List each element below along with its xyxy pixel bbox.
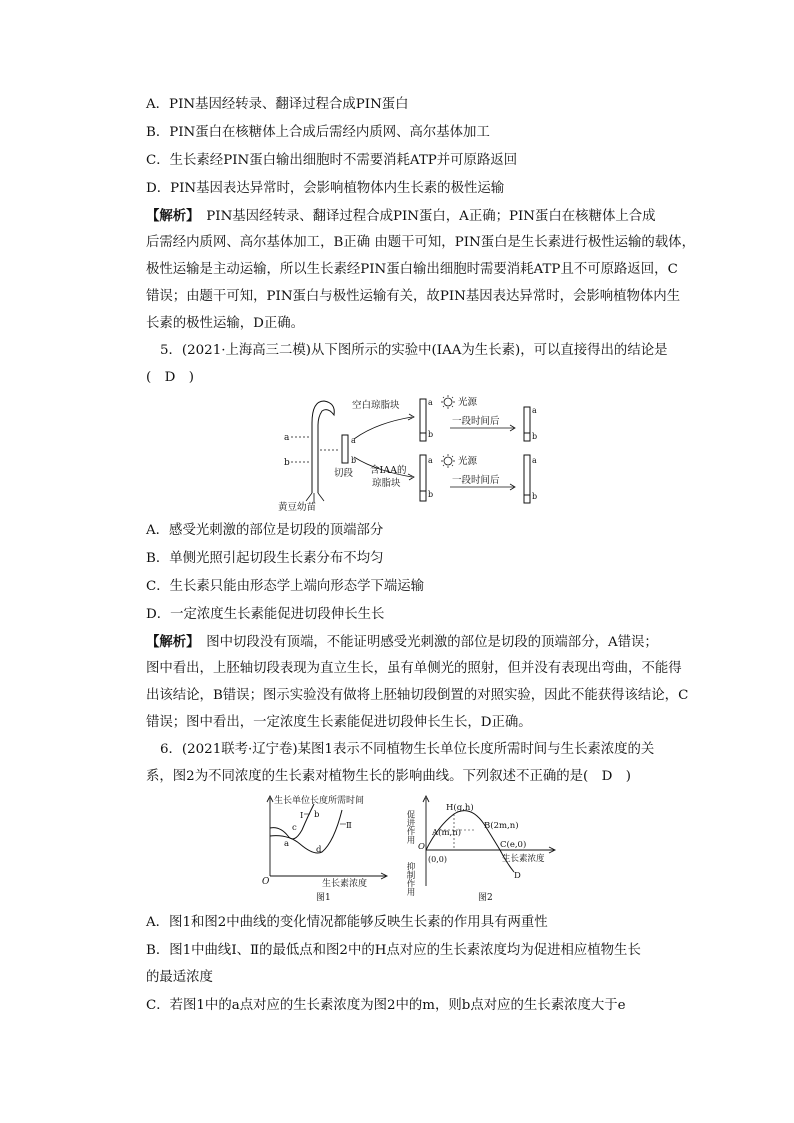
q5-stem-line-2: ( D ) bbox=[146, 370, 194, 385]
svg-text:O: O bbox=[418, 842, 425, 852]
svg-text:c: c bbox=[292, 823, 297, 833]
cut-segment-label: 切段 bbox=[334, 468, 354, 479]
light-source-label-2: 光源 bbox=[458, 456, 478, 467]
q4-analysis-tag: 【解析】 bbox=[146, 208, 193, 224]
q6-figure-1 bbox=[258, 792, 392, 904]
q4-option-c: C．生长素经PIN蛋白输出细胞时不需要消耗ATP并可原路返回 bbox=[146, 153, 518, 168]
q4-option-a: A．PIN基因经转录、翻译过程合成PIN蛋白 bbox=[146, 97, 409, 112]
q6-option-a: A．图1和图2中曲线的变化情况都能够反映生长素的作用具有两重性 bbox=[146, 915, 548, 930]
q5-option-a: A．感受光刺激的部位是切段的顶端部分 bbox=[146, 523, 384, 538]
q4-option-b: B．PIN蛋白在核糖体上合成后需经内质网、高尔基体加工 bbox=[146, 125, 490, 140]
q4-analysis-line-1: 【解析】 PIN基因经转录、翻译过程合成PIN蛋白，A正确；PIN蛋白在核糖体上合成 bbox=[146, 208, 656, 224]
q5-analysis-line-1: 【解析】 图中切段没有顶端，不能证明感受光刺激的部位是切段的顶端部分，A错误； bbox=[146, 634, 658, 650]
svg-text:b: b bbox=[314, 810, 320, 820]
svg-text:(0,0): (0,0) bbox=[428, 855, 447, 864]
q5-stem-line-1: 5．(2021·上海高三二模)从下图所示的实验中(IAA为生长素)，可以直接得出的结论是 bbox=[160, 343, 668, 358]
svg-text:b: b bbox=[351, 456, 357, 465]
point-a: A(m,n) bbox=[432, 828, 462, 838]
q6-stem-line-2: 系，图2为不同浓度的生长素对植物生长的影响曲线。下列叙述不正确的是( D ) bbox=[146, 769, 631, 784]
after-label-2: 一段时间后 bbox=[452, 475, 500, 486]
q6-figure-2 bbox=[404, 792, 560, 904]
q5-analysis-line-2: 图中看出，上胚轴切段表现为直立生长，虽有单侧光的照射，但并没有表现出弯曲，不能得 bbox=[146, 661, 682, 676]
q5-analysis-line-3: 出该结论，B错误；图示实验没有做将上胚轴切段倒置的对照实验，因此不能获得该结论，C bbox=[146, 688, 689, 703]
q4-option-d: D．PIN基因表达异常时，会影响植物体内生长素的极性运输 bbox=[146, 181, 505, 196]
fig2-ylabel-up: 促进作用 bbox=[405, 810, 415, 844]
blank-block-label: 空白琼脂块 bbox=[352, 400, 400, 411]
q5-analysis-line-4: 错误；图中看出，一定浓度生长素能促进切段伸长生长，D正确。 bbox=[146, 715, 532, 730]
q5-option-b: B．单侧光照引起切段生长素分布不均匀 bbox=[146, 551, 384, 566]
after-label-1: 一段时间后 bbox=[452, 416, 500, 427]
point-d: D bbox=[514, 871, 521, 881]
fig2-ylabel-down: 抑制作用 bbox=[405, 862, 415, 896]
sun-icon bbox=[441, 454, 455, 468]
svg-text:b: b bbox=[532, 492, 538, 501]
q4-analysis-line-4: 错误；由题干可知，PIN蛋白与极性运输有关，故PIN基因表达异常时，会影响植物体内生 bbox=[146, 289, 681, 304]
svg-text:a: a bbox=[284, 839, 290, 849]
svg-text:Ⅱ: Ⅱ bbox=[346, 821, 352, 831]
svg-text:b: b bbox=[284, 458, 290, 468]
q6-option-b-cont: 的最适浓度 bbox=[146, 970, 213, 985]
q6-stem-line-1: 6．(2021联考·辽宁卷)某图1表示不同植物生长单位长度所需时间与生长素浓度的关 bbox=[160, 742, 655, 757]
q4-analysis-line-2: 后需经内质网、高尔基体加工，B正确 由题干可知，PIN蛋白是生长素进行极性运输的载体， bbox=[146, 235, 695, 250]
svg-text:d: d bbox=[316, 845, 322, 855]
svg-text:Ⅰ: Ⅰ bbox=[300, 811, 304, 821]
svg-text:a: a bbox=[351, 436, 356, 445]
svg-text:a: a bbox=[428, 456, 433, 465]
q5-option-d: D．一定浓度生长素能促进切段伸长生长 bbox=[146, 607, 385, 622]
point-b: B(2m,n) bbox=[484, 821, 519, 831]
svg-text:a: a bbox=[428, 398, 433, 407]
svg-text:O: O bbox=[262, 877, 270, 887]
q4-analysis-line-5: 长素的极性运输，D正确。 bbox=[146, 316, 305, 331]
fig2-caption: 图2 bbox=[478, 893, 493, 903]
sun-icon bbox=[441, 395, 455, 409]
point-c: C(e,0) bbox=[500, 840, 527, 850]
q6-option-b: B．图1中曲线Ⅰ、Ⅱ的最低点和图2中的H点对应的生长素浓度均为促进相应植物生长 bbox=[146, 943, 641, 958]
light-source-label-1: 光源 bbox=[458, 397, 478, 408]
fig2-xlabel: 生长素浓度 bbox=[502, 854, 545, 864]
iaa-block-label-1: 含IAA的 bbox=[370, 465, 407, 476]
fig1-ylabel: 生长单位长度所需时间 bbox=[274, 796, 365, 806]
q5-option-c: C．生长素只能由形态学上端向形态学下端运输 bbox=[146, 579, 425, 594]
point-h: H(g,h) bbox=[446, 803, 474, 813]
svg-text:a: a bbox=[284, 433, 290, 443]
q5-analysis-tag: 【解析】 bbox=[146, 634, 193, 650]
fig1-xlabel: 生长素浓度 bbox=[322, 879, 368, 889]
fig1-caption: 图1 bbox=[316, 893, 331, 903]
svg-text:b: b bbox=[532, 432, 538, 441]
seedling-label: 黄豆幼苗 bbox=[278, 502, 317, 511]
q4-analysis-line-3: 极性运输是主动运输，所以生长素经PIN蛋白输出细胞时需要消耗ATP且不可原路返回，C bbox=[146, 262, 678, 277]
q6-option-c: C．若图1中的a点对应的生长素浓度为图2中的m，则b点对应的生长素浓度大于e bbox=[146, 998, 626, 1013]
q5-experiment-figure bbox=[276, 393, 558, 511]
svg-text:a: a bbox=[532, 456, 537, 465]
svg-text:b: b bbox=[428, 430, 434, 439]
svg-text:a: a bbox=[532, 406, 537, 415]
iaa-block-label-2: 琼脂块 bbox=[372, 478, 401, 489]
svg-text:b: b bbox=[428, 490, 434, 499]
